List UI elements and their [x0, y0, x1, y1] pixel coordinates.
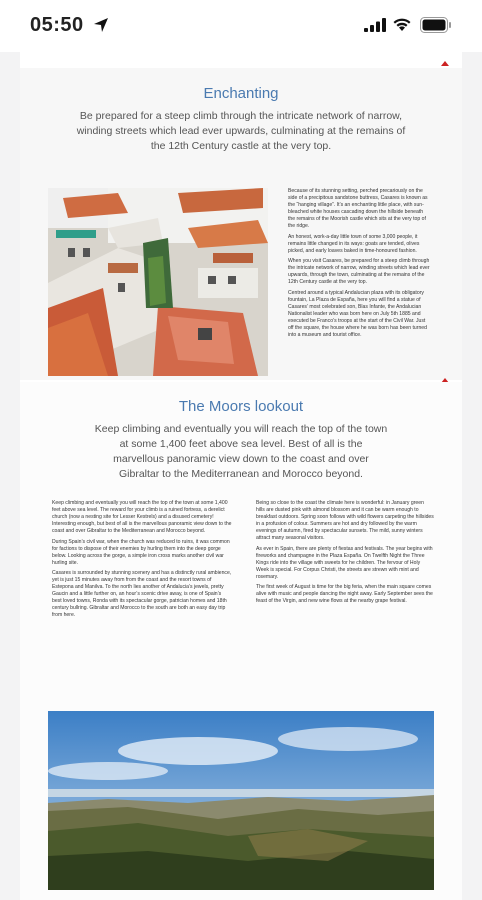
section-title: The Moors lookout [178, 398, 304, 415]
section-intro: Be prepared for a steep climb through the intricate network of narrow, winding streets which lead ever upwards, culminating at the remains of the 12th Century castle at the very top. [76, 110, 406, 152]
status-bar [0, 0, 482, 52]
body-paragraph: Because of its stunning setting, perched precariously on the side of a precipitous sandstone buttress, Casares is known as the “hanging village”. It’s an enchanting little place, with sun-bleached white houses cascading down the hillside beneath the remains of the Moorish castle which sits at the very top of the ridge. [288, 188, 428, 229]
section-body-text [288, 188, 430, 342]
right-column-text [256, 500, 434, 609]
body-paragraph: Centred around a typical Andalucian plaza with its obligatory fountain, La Plaza de España, here you will find a statue of Casares’ most celebrated son, Blas Infante, the Andalucian Nationalist leader who was born here on July 5th 1885 and executed be Franco’s troops at the start of the Civil War. Just off the square, the house where he was born has been turned into a museum and tourist office. [288, 289, 427, 338]
body-paragraph: Casares is surrounded by stunning scenery and has a distinctly rural ambience, yet is just 15 minutes away from from the coast and the resort towns of Estepona and Manilva. To the north lies another of Andalucia’s jewels, pretty Gaucin and a little further on, an hour’s scenic drive away, is one of Spain’s best loved towns, Ronda with its spectacular gorge, patrician homes and 18th century bullring. Gibraltar and Morocco to the south are both an easy day trip from here. [52, 570, 232, 618]
panoramic-landscape-photo [48, 711, 434, 890]
section-intro: Keep climbing and eventually you will reach the top of the town at some 1,400 feet above sea level. Best of all is the marvellous panoramic view down to the coast and over Gibraltar to the Mediterranean and Morocco beyond. [94, 423, 388, 480]
battery-icon [420, 17, 452, 33]
body-paragraph: Being so close to the coast the climate here is wonderful: in January green hills are dusted pink with almond blossom and it can be warm enough to breakfast outdoors. Spring soon follows with wild flowers carpeting the hillsides in a profusion of colour. Summers are hot and dry followed by the warm evenings of autumn, fired by spectacular sunsets. The mild, sunny winters attract many seasonal visitors. [256, 500, 434, 541]
section-enchanting [20, 68, 462, 380]
body-paragraph: As ever in Spain, there are plenty of fiestas and festivals. The year begins with fireworks and champagne in the Plaza España. On Twelfth Night the Three Kings ride into the village with sweets for he children. The fervour of Holy Week is special. For Corpus Christi, the streets are strewn with mint and rosemary. [256, 545, 433, 580]
page-content [20, 52, 462, 900]
body-paragraph: An honest, work-a-day little town of some 3,000 people, it remains little changed in its ways: goats are tended, olives picked, and early loaves baked in time-honoured fashion. [288, 233, 420, 254]
status-time: 05:50 [30, 14, 84, 36]
body-paragraph: During Spain’s civil war, when the church was reduced to ruins, it was common for factions to dispose of their enemies by hurling them into the deep gorge below. Looking across the gorge, a simple iron cross marks another civil war hurling site. [52, 538, 230, 566]
section-title: Enchanting [203, 85, 279, 102]
left-column-text [52, 500, 232, 623]
location-arrow-icon [93, 17, 109, 33]
body-paragraph: When you visit Casares, be prepared for a steep climb through the intricate network of narrow, winding streets which lead ever upwards, through the town, culminating at the remains of the 12th Century castle at the very top. [288, 258, 430, 285]
scroll-up-arrow-icon[interactable] [441, 61, 449, 66]
body-paragraph: The first week of August is time for the big feria, when the main square comes alive with music and people dancing the night away. Early September sees the feast of the Virgin, and new wine flows at the nearby grape festival. [256, 584, 433, 604]
casares-town-photo [48, 188, 268, 376]
wifi-icon [392, 17, 412, 32]
signal-icon [364, 18, 386, 32]
body-paragraph: Keep climbing and eventually you will reach the top of the town at some 1,400 feet above sea level. The reward for your climb is a ruined fortress, a derelict church (now a nesting site for Lesser Kestrels) and a disused cemetery! Interesting enough, but best of all is the marvellous panoramic view down to the coast and over Gibraltar to the Mediterranean and Morocco beyond. [52, 500, 232, 534]
